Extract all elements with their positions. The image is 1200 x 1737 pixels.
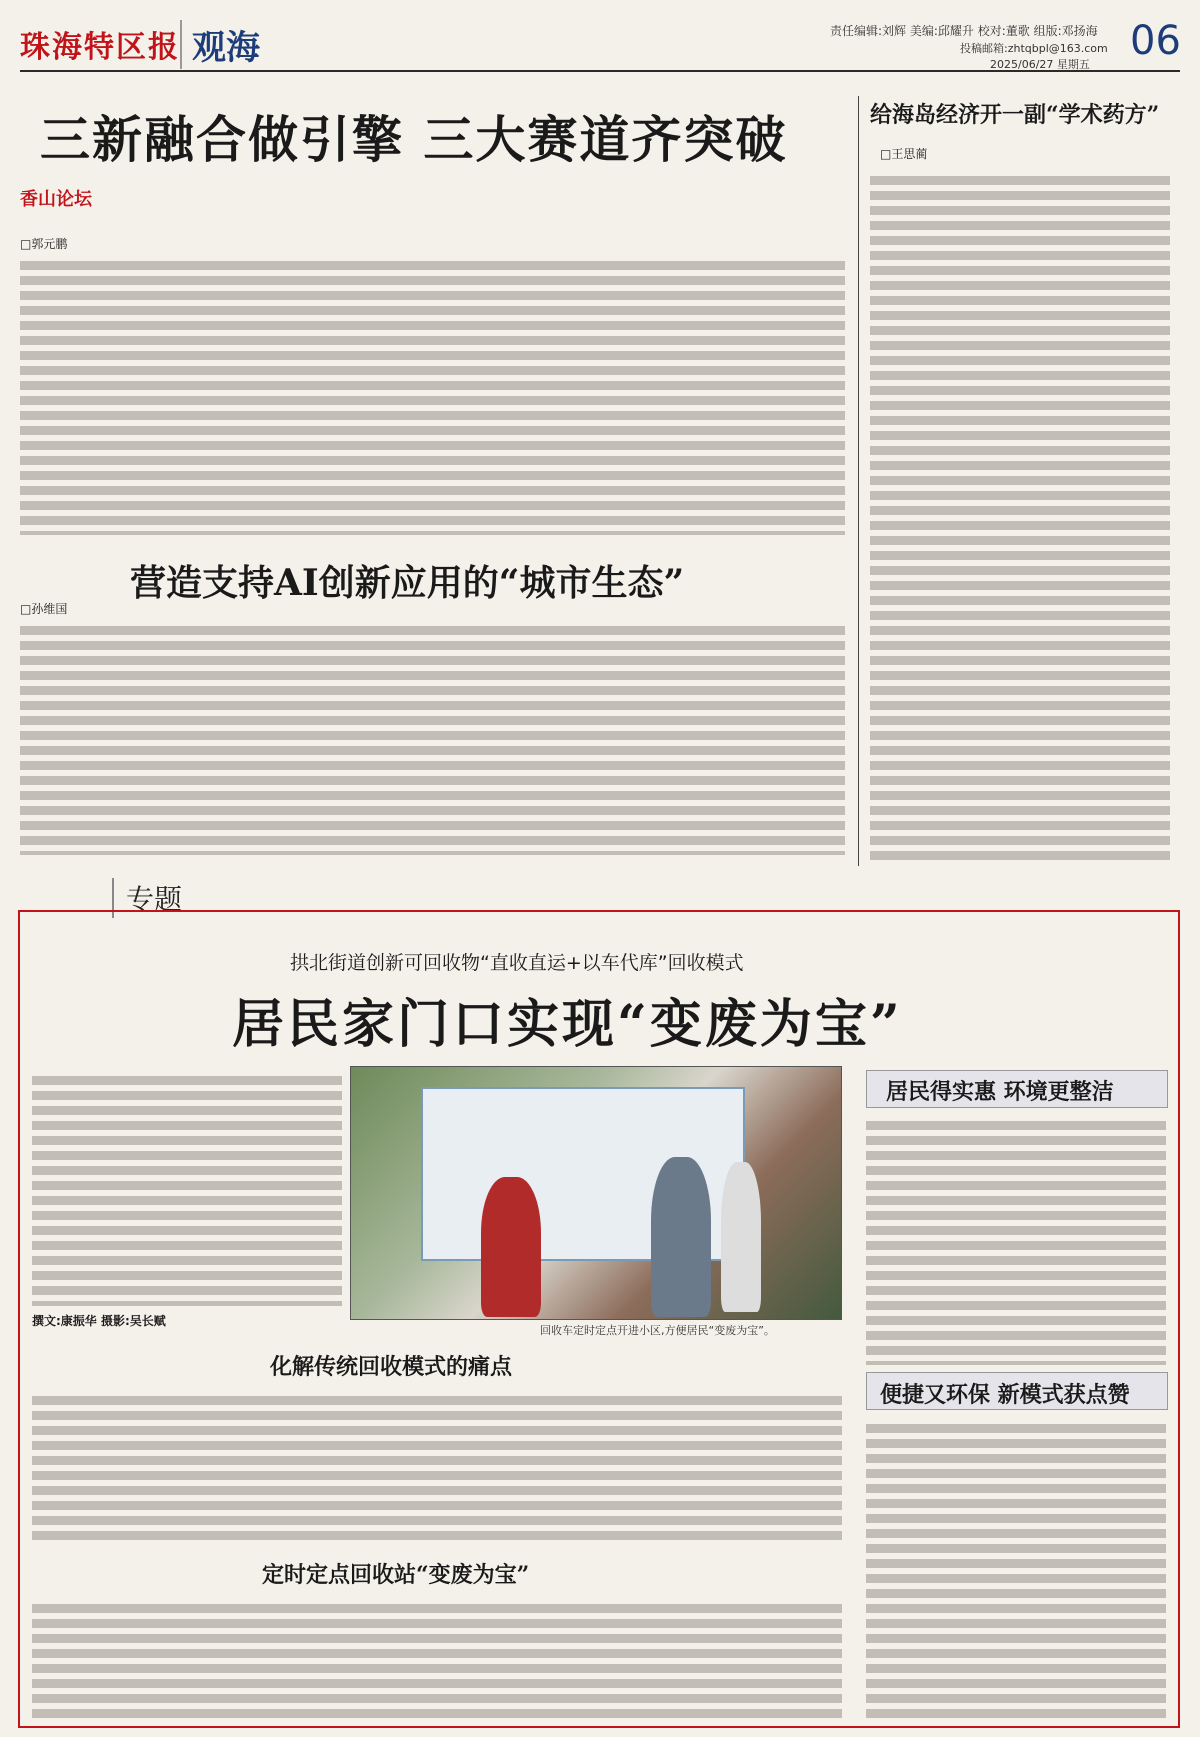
- recycling-truck-photo: [350, 1066, 842, 1320]
- side-subhead-2: 便捷又环保 新模式获点赞: [880, 1382, 1130, 1408]
- mid-headline: 营造支持AI创新应用的“城市生态”: [130, 562, 685, 604]
- side-body-1: [866, 1115, 1166, 1365]
- page-number: 06: [1130, 18, 1181, 64]
- newspaper-logo: 珠海特区报: [20, 30, 180, 65]
- resident-figure: [481, 1177, 541, 1317]
- mid-body-text: [20, 620, 845, 855]
- photo-caption: 回收车定时定点开进小区,方便居民“变废为宝”。: [540, 1324, 775, 1337]
- section-name: 观海: [180, 20, 260, 69]
- feature-subtitle: 拱北街道创新可回收物“直收直运+以车代库”回收模式: [290, 952, 744, 974]
- feature-tag: 专题: [112, 878, 182, 918]
- top-headline: 三新融合做引擎 三大赛道齐突破: [40, 110, 788, 169]
- editor-credits: 责任编辑:刘辉 美编:邱耀升 校对:董歌 组版:邓扬海: [830, 24, 1098, 38]
- side-body-2: [866, 1418, 1166, 1718]
- feature-body-1: [32, 1390, 842, 1540]
- feature-headline: 居民家门口实现“变废为宝”: [232, 994, 903, 1055]
- side-subhead-1: 居民得实惠 环境更整洁: [886, 1079, 1114, 1105]
- right-body-text: [870, 170, 1170, 860]
- feature-subhead-2: 定时定点回收站“变废为宝”: [262, 1562, 530, 1588]
- masthead: [20, 18, 1180, 72]
- top-author: □郭元鹏: [20, 237, 68, 251]
- feature-subhead-1: 化解传统回收模式的痛点: [270, 1354, 513, 1380]
- top-body-text: [20, 255, 845, 535]
- feature-lead-text: [32, 1070, 342, 1306]
- issue-date: 2025/06/27 星期五: [990, 58, 1090, 71]
- worker-figure: [651, 1157, 711, 1317]
- feature-body-2: [32, 1598, 842, 1718]
- right-headline: 给海岛经济开一副“学术药方”: [870, 102, 1160, 128]
- column-label: 香山论坛: [20, 189, 92, 210]
- right-author: □王思蔺: [880, 147, 928, 161]
- column-divider: [858, 96, 859, 866]
- feature-credit: 撰文:康振华 摄影:吴长赋: [32, 1314, 166, 1328]
- worker-figure-2: [721, 1162, 761, 1312]
- submission-email: 投稿邮箱:zhtqbpl@163.com: [960, 42, 1108, 55]
- mid-author: □孙维国: [20, 602, 68, 616]
